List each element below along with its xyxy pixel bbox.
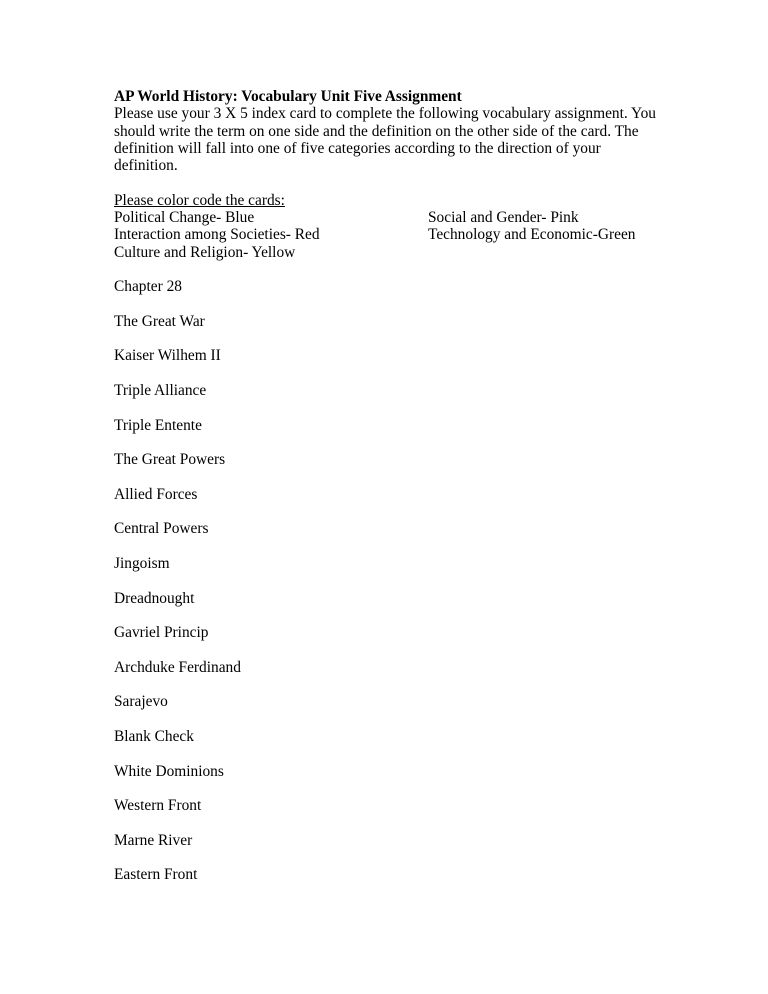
color-code-columns [114,209,659,261]
term-item: The Great War [114,312,205,330]
term-item: Kaiser Wilhem II [114,347,221,365]
term-item: Jingoism [114,555,170,573]
term-item: Western Front [114,797,202,815]
terms-list [114,313,659,884]
intro-line: definition. [114,157,178,175]
intro-line: definition will fall into one of five categories according to the direction of your [114,139,601,157]
intro-line: Please use your 3 X 5 index card to complete the following vocabulary assignment. You [114,105,656,123]
chapter-heading: Chapter 28 [114,278,182,296]
document-title: AP World History: Vocabulary Unit Five Assignment [114,88,462,105]
color-code-item: Interaction among Societies- Red [114,226,320,244]
color-code-right-column [428,209,659,261]
color-code-item: Culture and Religion- Yellow [114,243,296,261]
term-item: Central Powers [114,520,209,538]
term-item: White Dominions [114,762,224,780]
term-item: Allied Forces [114,485,198,503]
color-code-section [114,192,659,261]
term-item: The Great Powers [114,451,226,469]
color-code-heading: Please color code the cards: [114,191,285,209]
intro-paragraph [114,105,659,174]
color-code-item: Social and Gender- Pink [428,209,579,227]
intro-line: should write the term on one side and the definition on the other side of the card. The [114,122,639,140]
term-item: Blank Check [114,727,194,745]
term-item: Dreadnought [114,589,195,607]
color-code-item: Political Change- Blue [114,209,255,227]
color-code-item: Technology and Economic-Green [428,226,636,244]
color-code-left-column [114,209,428,261]
term-item: Eastern Front [114,866,198,884]
term-item: Sarajevo [114,693,168,711]
term-item: Triple Entente [114,416,202,434]
term-item: Archduke Ferdinand [114,658,241,676]
document-content [114,88,659,884]
term-item: Triple Alliance [114,382,207,400]
term-item: Gavriel Princip [114,624,209,642]
term-item: Marne River [114,831,193,849]
